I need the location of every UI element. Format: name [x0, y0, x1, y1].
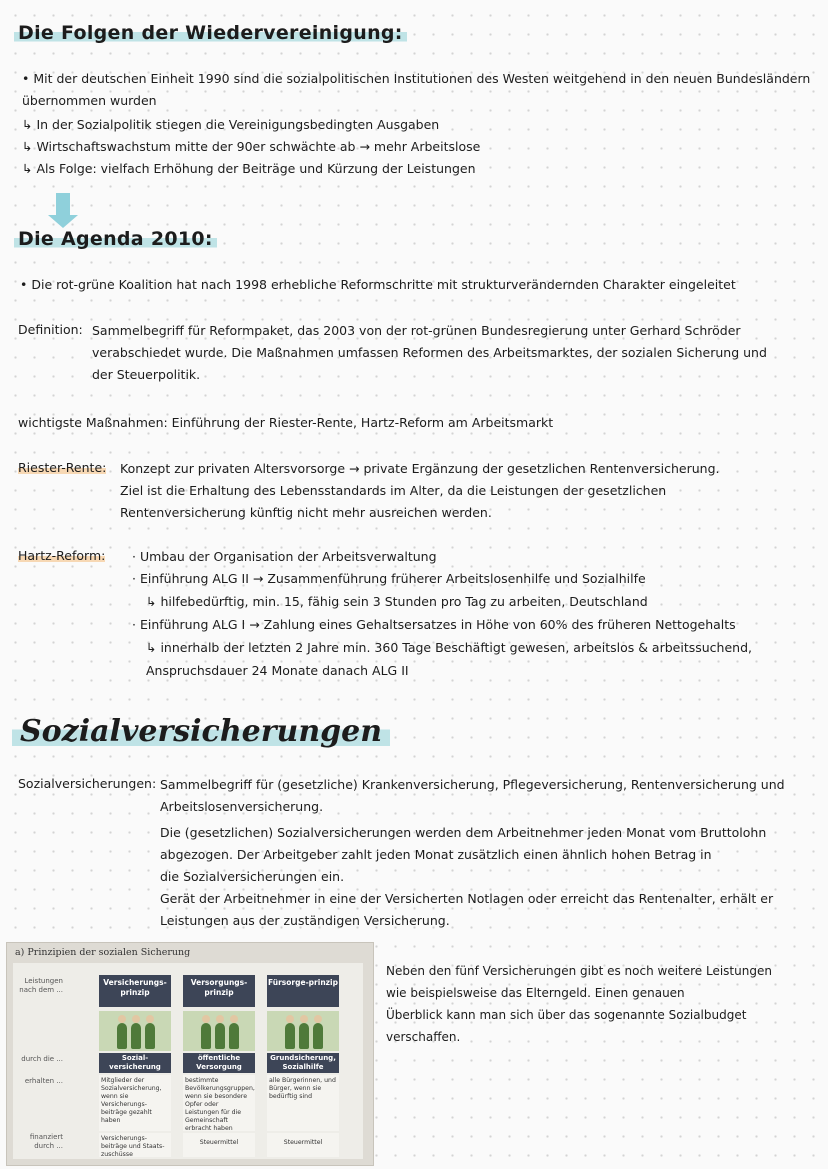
text-line: wichtigste Maßnahmen: Einführung der Riester-Rente, Hartz-Reform am Arbeitsmarkt [18, 415, 554, 430]
column-sub: Grundsicherung, Sozialhilfe [267, 1053, 339, 1073]
text-line: ↳ In der Sozialpolitik stiegen die Vereinigungsbedingten Ausgaben [22, 117, 440, 132]
text-line: · Einführung ALG I → Zahlung eines Gehaltsersatzes in Höhe von 60% des früheren Nettogehalts [132, 617, 736, 632]
definition-label: Definition: [18, 322, 83, 337]
text-line: Rentenversicherung künftig nicht mehr ausreichen werden. [120, 505, 492, 520]
column-text: alle Bürgerinnen, und Bürger, wenn sie bedürftig sind [267, 1075, 339, 1131]
column-financing: Versicherungs-beiträge und Staats-zuschüsse [99, 1133, 171, 1157]
row-label: Leistungen nach dem ... [19, 977, 63, 994]
text-line: ↳ Wirtschaftswachstum mitte der 90er schwächte ab → mehr Arbeitslose [22, 139, 481, 154]
column-financing: Steuermittel [267, 1133, 339, 1157]
text-line: der Steuerpolitik. [92, 367, 201, 382]
section-title-sozialversicherungen: Sozialversicherungen [12, 714, 390, 749]
text-line: Gerät der Arbeitnehmer in eine der Versicherten Notlagen oder erreicht das Rentenalter, erhält er [160, 891, 774, 906]
text-line: Anspruchsdauer 24 Monate danach ALG II [146, 663, 409, 678]
column-sub: Sozial-versicherung [99, 1053, 171, 1073]
column-sub: öffentliche Versorgung [183, 1053, 255, 1073]
down-arrow-icon [56, 193, 70, 217]
text-line: Sammelbegriff für Reformpaket, das 2003 von der rot-grünen Bundesregierung unter Gerhard Schröder [92, 323, 741, 338]
side-note-line: verschaffen. [386, 1030, 461, 1044]
sozialversicherungen-label: Sozialversicherungen: [18, 776, 157, 791]
section-title-wiedervereinigung: Die Folgen der Wiedervereinigung: [14, 22, 407, 44]
column-head: Versorgungs-prinzip [183, 975, 255, 1007]
column-head: Fürsorge-prinzip [267, 975, 339, 1007]
text-line: Die (gesetzlichen) Sozialversicherungen werden dem Arbeitnehmer jeden Monat vom Bruttolohn [160, 825, 767, 840]
column-text: bestimmte Bevölkerungsgruppen, wenn sie besondere Opfer oder Leistungen für die Gemeinschaft erbracht haben [185, 1077, 255, 1132]
riester-label: Riester-Rente: [18, 460, 107, 475]
text-line: abgezogen. Der Arbeitgeber zahlt jeden Monat zusätzlich einen ähnlich hohen Betrag in [160, 847, 712, 862]
text-line: verabschiedet wurde. Die Maßnahmen umfassen Reformen des Arbeitsmarktes, der sozialen Sicherung und [92, 345, 767, 360]
textbook-photo [6, 942, 374, 1166]
text-line: • Die rot-grüne Koalition hat nach 1998 erhebliche Reformschritte mit strukturverändernden Charakter eingeleitet [20, 277, 736, 292]
side-note-line: Neben den fünf Versicherungen gibt es noch weitere Leistungen [386, 964, 772, 978]
text-line: Ziel ist die Erhaltung des Lebensstandards im Alter, da die Leistungen der gesetzlichen [120, 483, 667, 498]
column-financing: Steuermittel [183, 1133, 255, 1157]
text-line: Leistungen aus der zuständigen Versicherung. [160, 913, 450, 928]
side-note-line: wie beispielsweise das Elterngeld. Einen genauen [386, 986, 685, 1000]
text-line: die Sozialversicherungen ein. [160, 869, 345, 884]
section-title-agenda: Die Agenda 2010: [14, 228, 217, 250]
text-line: übernommen wurden [22, 93, 157, 108]
column-text: Mitglieder der Sozialversicherung, wenn sie Versicherungs-beiträge gezahlt haben [99, 1075, 171, 1131]
figures-image [99, 1011, 171, 1051]
text-line: • Mit der deutschen Einheit 1990 sind die sozialpolitischen Institutionen des Westen weitgehend in den neuen Bundesländern [22, 71, 811, 86]
figures-image [183, 1011, 255, 1051]
row-label: erhalten ... [24, 1077, 63, 1085]
row-label: finanziert durch ... [29, 1133, 63, 1150]
photo-title: a) Prinzipien der sozialen Sicherung [15, 947, 191, 958]
text-line: ↳ hilfebedürftig, min. 15, fähig sein 3 Stunden pro Tag zu arbeiten, Deutschland [146, 594, 648, 609]
row-label: durch die ... [21, 1055, 63, 1063]
side-note-line: Überblick kann man sich über das sogenannte Sozialbudget [386, 1008, 747, 1022]
text-line: Sammelbegriff für (gesetzliche) Krankenversicherung, Pflegeversicherung, Rentenversicherung und [160, 777, 785, 792]
down-arrow-head-icon [48, 215, 78, 228]
text-line: Arbeitslosenversicherung. [160, 799, 324, 814]
principles-table [13, 963, 363, 1159]
figures-image [267, 1011, 339, 1051]
hartz-label: Hartz-Reform: [18, 548, 106, 563]
text-line: · Umbau der Organisation der Arbeitsverwaltung [132, 549, 437, 564]
text-line: Konzept zur privaten Altersvorsorge → private Ergänzung der gesetzlichen Rentenversicherung. [120, 461, 720, 476]
text-line: · Einführung ALG II → Zusammenführung früherer Arbeitslosenhilfe und Sozialhilfe [132, 571, 646, 586]
text-line: ↳ innerhalb der letzten 2 Jahre min. 360 Tage Beschäftigt gewesen, arbeitslos & arbeitssuchend, [146, 640, 752, 655]
column-head: Versicherungs-prinzip [99, 975, 171, 1007]
text-line: ↳ Als Folge: vielfach Erhöhung der Beiträge und Kürzung der Leistungen [22, 161, 476, 176]
